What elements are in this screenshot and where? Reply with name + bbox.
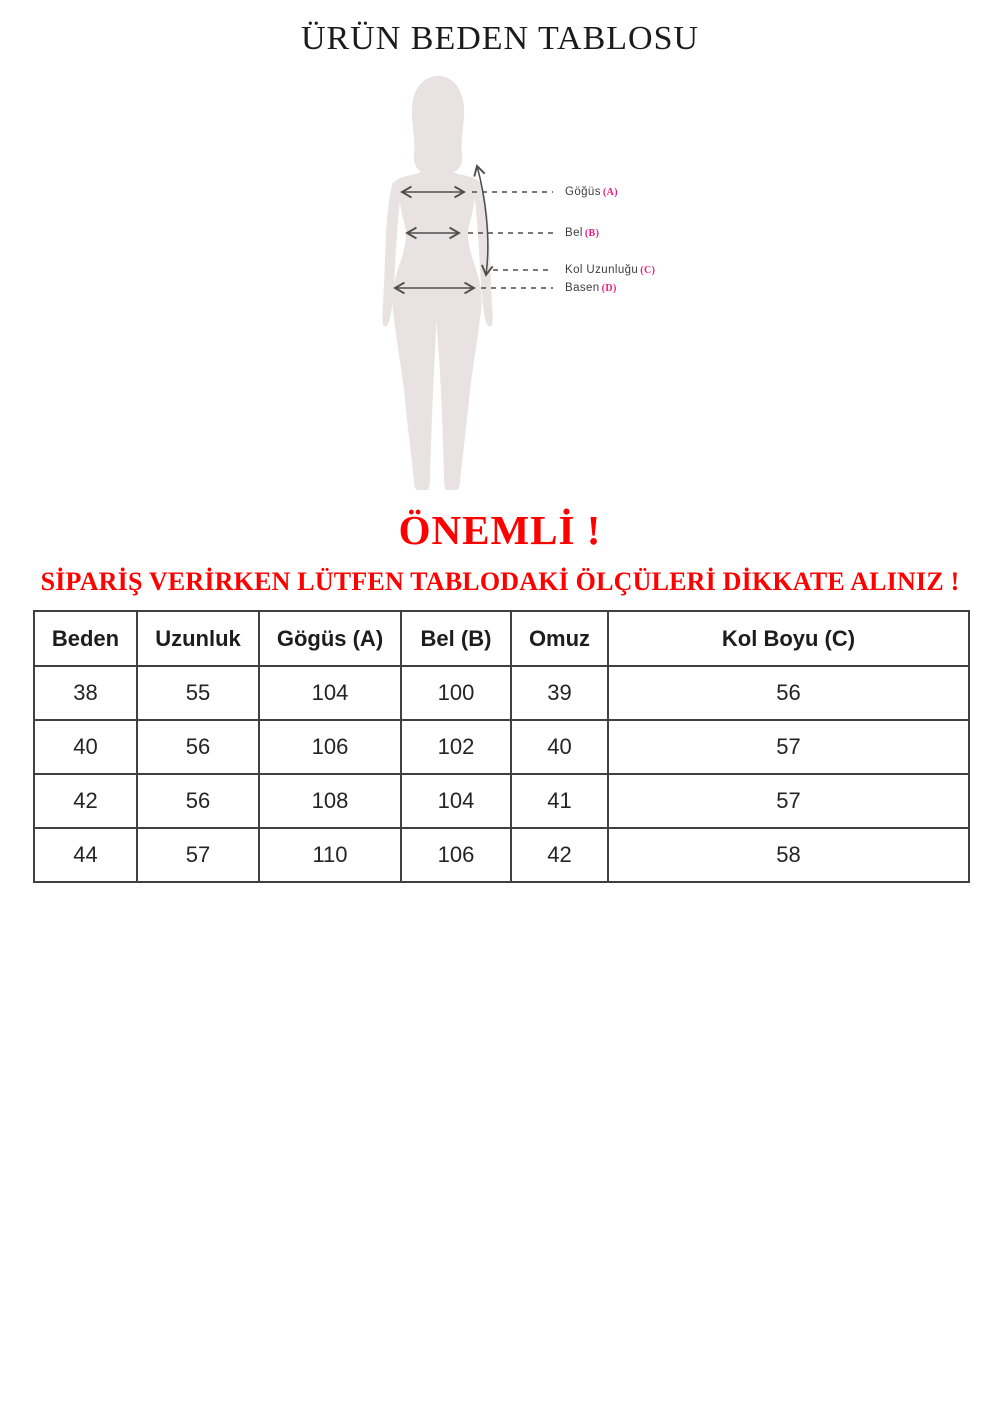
table-cell: 38 (34, 666, 137, 720)
table-cell: 100 (401, 666, 511, 720)
measurement-letter: (A) (602, 187, 618, 198)
table-cell: 44 (34, 828, 137, 882)
col-header-bel: Bel (B) (401, 611, 511, 666)
table-row (34, 828, 969, 882)
measurement-letter: (D) (601, 283, 617, 294)
measurement-label-text: Basen (565, 282, 600, 294)
table-cell: 42 (511, 828, 608, 882)
col-header-kol-boyu: Kol Boyu (C) (608, 611, 969, 666)
table-cell: 56 (137, 720, 259, 774)
table-cell: 104 (401, 774, 511, 828)
important-heading: ÖNEMLİ ! (398, 507, 602, 553)
table-cell: 106 (401, 828, 511, 882)
measurement-letter: (C) (640, 265, 656, 276)
table-cell: 102 (401, 720, 511, 774)
table-cell: 39 (511, 666, 608, 720)
measurement-label-bel (565, 226, 599, 240)
warning-text: SİPARİŞ VERİRKEN LÜTFEN TABLODAKİ ÖLÇÜLERİ DİKKATE ALINIZ ! (40, 567, 960, 596)
table-cell: 41 (511, 774, 608, 828)
col-header-gogus: Gögüs (A) (259, 611, 401, 666)
table-cell: 40 (511, 720, 608, 774)
table-cell: 56 (608, 666, 969, 720)
table-cell: 104 (259, 666, 401, 720)
measurement-label-text: Kol Uzunluğu (565, 264, 639, 276)
table-cell: 110 (259, 828, 401, 882)
table-cell: 55 (137, 666, 259, 720)
table-row (34, 720, 969, 774)
measurement-label-kol-uzunlugu (565, 263, 655, 277)
table-cell: 58 (608, 828, 969, 882)
measurement-label-gogus (565, 185, 618, 199)
size-table-header-row (34, 611, 969, 666)
table-row (34, 666, 969, 720)
table-cell: 56 (137, 774, 259, 828)
page-title: ÜRÜN BEDEN TABLOSU (300, 20, 700, 57)
measurement-label-basen (565, 281, 617, 295)
size-table (33, 610, 970, 883)
hair-head-shape (412, 76, 464, 172)
table-cell: 57 (608, 720, 969, 774)
table-cell: 57 (137, 828, 259, 882)
col-header-omuz: Omuz (511, 611, 608, 666)
col-header-beden: Beden (34, 611, 137, 666)
table-cell: 40 (34, 720, 137, 774)
measurement-label-text: Bel (565, 227, 583, 239)
measurement-letter: (B) (584, 228, 600, 239)
table-cell: 108 (259, 774, 401, 828)
table-cell: 57 (608, 774, 969, 828)
measurement-diagram (380, 70, 700, 500)
body-silhouette-svg (380, 70, 560, 500)
torso-legs-shape (393, 161, 482, 491)
table-cell: 42 (34, 774, 137, 828)
measurement-label-text: Göğüs (565, 186, 601, 198)
col-header-uzunluk: Uzunluk (137, 611, 259, 666)
table-row (34, 774, 969, 828)
table-cell: 106 (259, 720, 401, 774)
